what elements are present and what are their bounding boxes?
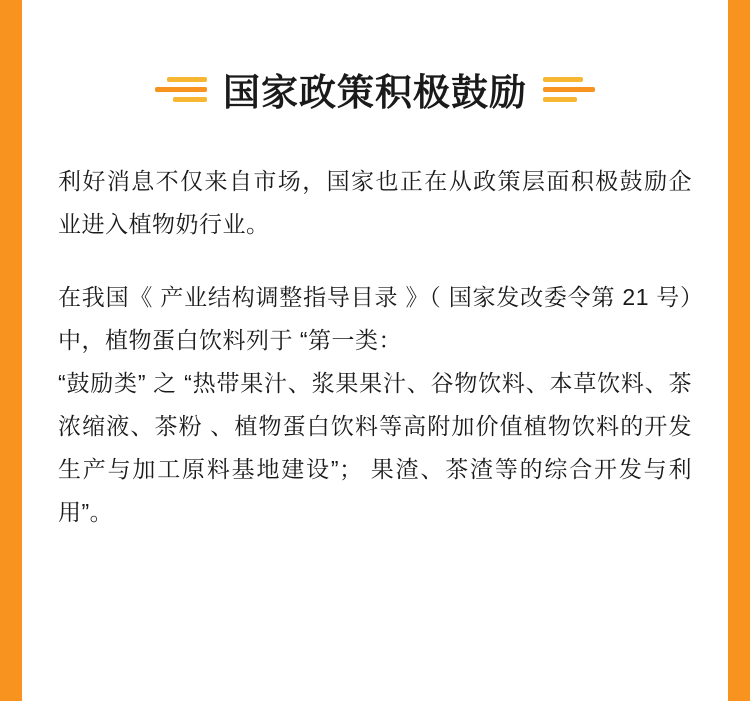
page-title: 国家政策积极鼓励 bbox=[223, 72, 527, 113]
paragraph-1: 利好消息不仅来自市场，国家也正在从政策层面积极鼓励企业进入植物奶行业。 bbox=[58, 168, 692, 237]
heading-right-decoration-icon bbox=[543, 77, 599, 102]
article-card bbox=[22, 0, 728, 701]
deco-bar bbox=[155, 87, 207, 92]
heading-left-decoration-icon bbox=[151, 77, 207, 102]
deco-bar bbox=[167, 77, 207, 82]
deco-bar bbox=[173, 97, 207, 102]
deco-bar bbox=[543, 77, 583, 82]
paragraph-3: “鼓励类” 之 “热带果汁、浆果果汁、谷物饮料、本草饮料、茶浓缩液、茶粉 、植物蛋白饮料等高附加价值植物饮料的开发生产与加工原料基地建设”； 果渣、茶渣等的综合开发与利用”。 bbox=[58, 370, 692, 525]
section-heading bbox=[58, 0, 692, 126]
deco-bar bbox=[543, 87, 595, 92]
article-body bbox=[58, 160, 692, 534]
paragraph-2: 在我国《 产业结构调整指导目录 》（ 国家发改委令第 21 号）中，植物蛋白饮料列于 “第一类： bbox=[58, 284, 692, 353]
deco-bar bbox=[543, 97, 577, 102]
